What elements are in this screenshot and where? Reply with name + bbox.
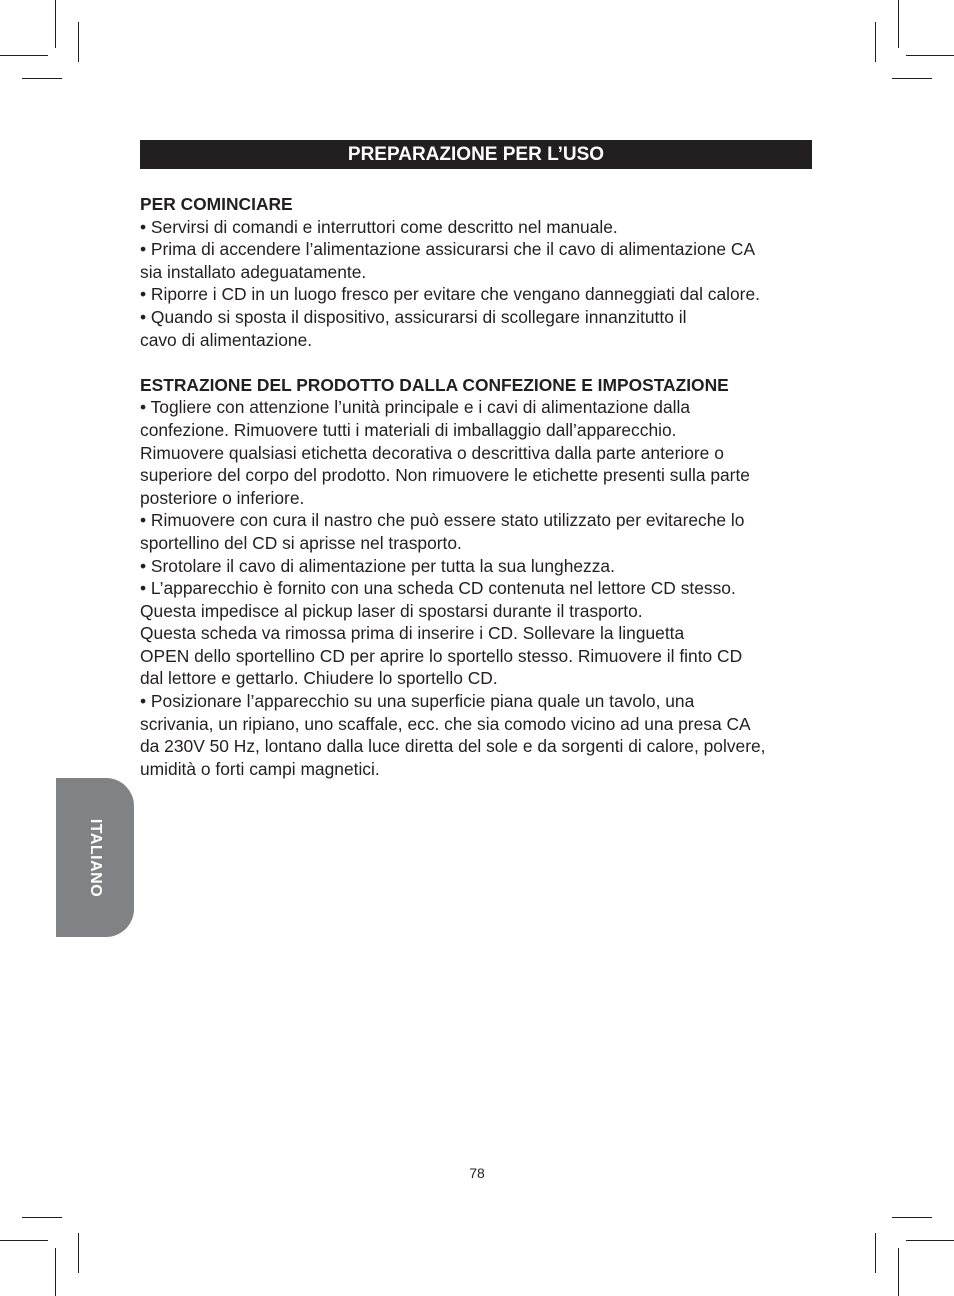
text-line: • Posizionare l’apparecchio su una superficie piana quale un tavolo, una [140,691,695,712]
crop-mark [0,55,48,56]
text-line: • Riporre i CD in un luogo fresco per evitare che vengano danneggiati dal calore. [140,284,760,305]
crop-mark [78,22,79,62]
text-line: • Prima di accendere l’alimentazione assicurarsi che il cavo di alimentazione CA [140,239,756,260]
text-line: • L’apparecchio è fornito con una scheda CD contenuta nel lettore CD stesso. [140,578,736,599]
text-line: sia installato adeguatamente. [140,261,367,282]
language-tab-label: ITALIANO [87,818,104,897]
text-line: OPEN dello sportellino CD per aprire lo sportello stesso. Rimuovere il finto CD [140,645,743,666]
text-line: superiore del corpo del prodotto. Non rimuovere le etichette presenti sulla parte [140,465,750,486]
text-line: posteriore o inferiore. [140,487,305,508]
text-line: scrivania, un ripiano, uno scaffale, ecc. che sia comodo vicino ad una presa CA [140,713,751,734]
text-line: Rimuovere qualsiasi etichetta decorativa o descrittiva dalla parte anteriore o [140,442,724,463]
crop-mark [875,22,876,62]
text-line: dal lettore e gettarlo. Chiudere lo sportello CD. [140,668,498,689]
crop-mark [55,1248,56,1296]
text-line: sportellino del CD si aprisse nel trasporto. [140,532,462,553]
crop-mark [898,0,899,48]
crop-mark [0,1240,48,1241]
text-line: • Servirsi di comandi e interruttori come descritto nel manuale. [140,216,618,237]
crop-mark [55,0,56,48]
crop-mark [22,1217,62,1218]
section-heading: PER COMINCIARE [140,194,293,214]
text-line: • Togliere con attenzione l’unità principale e i cavi di alimentazione dalla [140,397,691,418]
text-line: Questa scheda va rimossa prima di inserire i CD. Sollevare la linguetta [140,623,685,644]
page-number: 78 [469,1165,485,1181]
crop-mark [906,55,954,56]
crop-mark [906,1240,954,1241]
text-line: cavo di alimentazione. [140,329,313,350]
text-line: • Srotolare il cavo di alimentazione per tutta la sua lunghezza. [140,555,615,576]
crop-mark [892,1217,932,1218]
crop-mark [78,1233,79,1273]
crop-mark [875,1233,876,1273]
section-title: PREPARAZIONE PER L’USO [347,144,605,165]
body-text [140,193,830,780]
text-line: • Rimuovere con cura il nastro che può essere stato utilizzato per evitareche lo [140,510,745,531]
crop-mark [22,78,62,79]
language-tab [56,778,134,937]
paragraph-spacer [140,351,830,374]
crop-mark [898,1248,899,1296]
section-heading: ESTRAZIONE DEL PRODOTTO DALLA CONFEZIONE E IMPOSTAZIONE [140,374,729,395]
text-line: • Quando si sposta il dispositivo, assicurarsi di scollegare innanzitutto il [140,306,687,327]
text-line: confezione. Rimuovere tutti i materiali di imballaggio dall’apparecchio. [140,419,677,440]
text-line: umidità o forti campi magnetici. [140,758,380,779]
text-line: Questa impedisce al pickup laser di spostarsi durante il trasporto. [140,600,643,621]
text-line: da 230V 50 Hz, lontano dalla luce diretta del sole e da sorgenti di calore, polvere, [140,736,766,757]
section-title-bar [140,140,812,169]
crop-mark [892,78,932,79]
